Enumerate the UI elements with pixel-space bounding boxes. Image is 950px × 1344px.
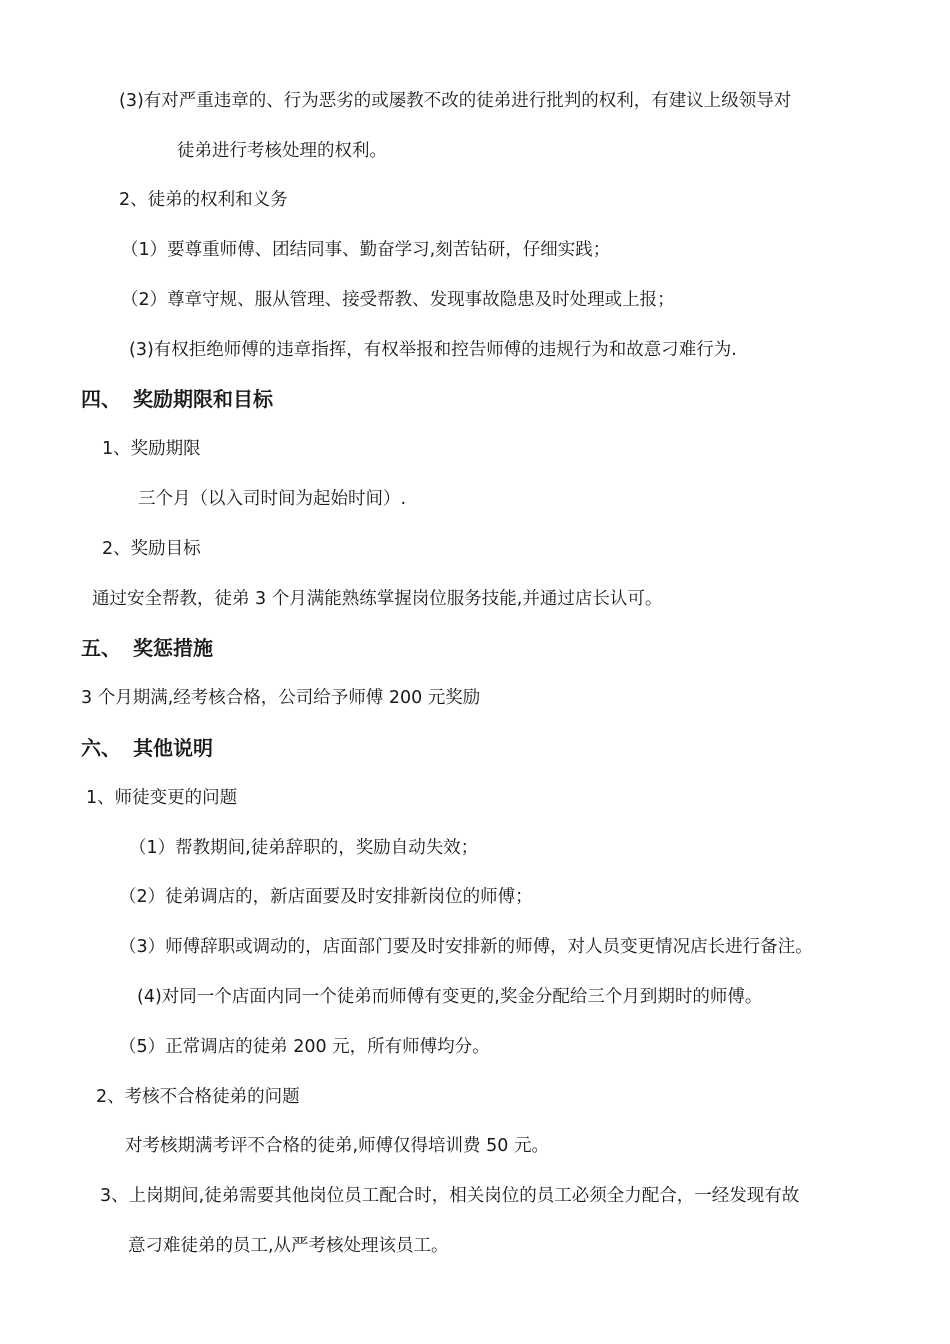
paragraph-mentor-change-3: （3）师傅辞职或调动的，店面部门要及时安排新的师傅，对人员变更情况店长进行备注。 [119, 937, 813, 957]
paragraph-cooperation: 3、上岗期间,徒弟需要其他岗位员工配合时，相关岗位的员工必须全力配合，一经发现有故 [100, 1186, 800, 1206]
subheading-apprentice-rights: 2、徒弟的权利和义务 [119, 190, 288, 210]
paragraph-mentor-change-1: （1）帮教期间,徒弟辞职的，奖励自动失效； [129, 838, 479, 858]
heading-number: 六、 [81, 736, 121, 760]
heading-title: 奖惩措施 [133, 636, 213, 660]
heading-number: 五、 [81, 636, 121, 660]
paragraph-apprentice-right-3: (3)有权拒绝师傅的违章指挥，有权举报和控告师傅的违规行为和故意刁难行为. [129, 340, 737, 360]
subheading-reward-goal: 2、奖励目标 [102, 539, 201, 559]
heading-title: 奖励期限和目标 [133, 387, 273, 411]
paragraph-apprentice-duty-1: （1）要尊重师傅、团结同事、勤奋学习,刻苦钻研，仔细实践； [121, 240, 611, 260]
heading-number: 四、 [81, 387, 121, 411]
subheading-reward-period: 1、奖励期限 [102, 439, 201, 459]
paragraph-cooperation-cont: 意刁难徒弟的员工,从严考核处理该员工。 [128, 1236, 449, 1256]
subheading-failed-apprentice: 2、考核不合格徒弟的问题 [96, 1087, 300, 1107]
heading-section-4 [81, 386, 273, 412]
paragraph-failed-apprentice: 对考核期满考评不合格的徒弟,师傅仅得培训费 50 元。 [125, 1136, 549, 1156]
paragraph-mentor-change-4: (4)对同一个店面内同一个徒弟而师傅有变更的,奖金分配给三个月到期时的师傅。 [137, 987, 763, 1007]
subheading-mentor-change: 1、师徒变更的问题 [86, 788, 238, 808]
heading-section-6 [81, 735, 213, 761]
heading-title: 其他说明 [133, 736, 213, 760]
paragraph-reward-measure: 3 个月期满,经考核合格，公司给予师傅 200 元奖励 [81, 688, 481, 708]
paragraph-reward-goal: 通过安全帮教，徒弟 3 个月满能熟练掌握岗位服务技能,并通过店长认可。 [92, 589, 663, 609]
paragraph-mentor-change-5: （5）正常调店的徒弟 200 元，所有师傅均分。 [119, 1037, 490, 1057]
heading-section-5 [81, 635, 213, 661]
paragraph-mentor-right-3-cont: 徒弟进行考核处理的权利。 [177, 141, 387, 161]
paragraph-reward-period: 三个月（以入司时间为起始时间）. [138, 489, 407, 509]
paragraph-mentor-change-2: （2）徒弟调店的，新店面要及时安排新岗位的师傅； [119, 887, 533, 907]
paragraph-apprentice-duty-2: （2）尊章守规、服从管理、接受帮教、发现事故隐患及时处理或上报； [121, 290, 675, 310]
paragraph-mentor-right-3: (3)有对严重违章的、行为恶劣的或屡教不改的徒弟进行批判的权利，有建议上级领导对 [119, 91, 792, 111]
